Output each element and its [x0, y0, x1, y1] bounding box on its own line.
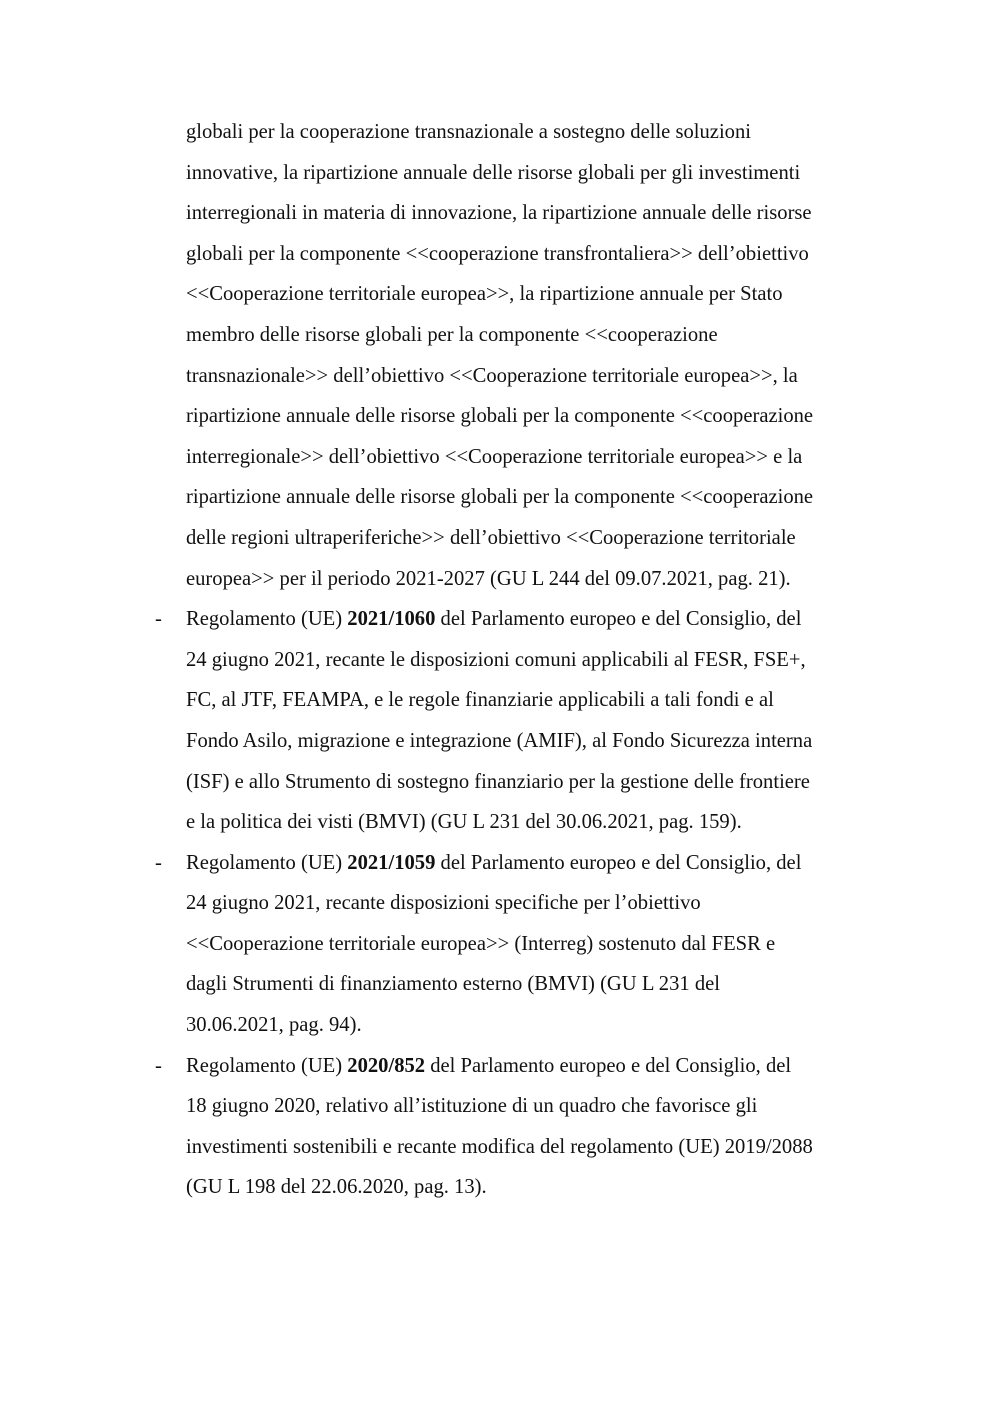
paragraph-line: ripartizione annuale delle risorse globali per la componente <<cooperazione	[186, 405, 814, 428]
list-item-first-line	[155, 599, 926, 640]
list-item-line: FC, al JTF, FEAMPA, e le regole finanziarie applicabili a tali fondi e al	[186, 689, 774, 712]
paragraph-line: innovative, la ripartizione annuale delle risorse globali per gli investimenti	[186, 161, 801, 184]
paragraph-line: ripartizione annuale delle risorse globali per la componente <<cooperazione	[186, 486, 814, 509]
list-item-line: e la politica dei visti (BMVI) (GU L 231 del 30.06.2021, pag. 159).	[186, 811, 742, 834]
list-item	[155, 599, 926, 843]
continuation-paragraph	[186, 112, 926, 599]
list-item-line: (GU L 198 del 22.06.2020, pag. 13).	[186, 1176, 487, 1199]
list-item-first-line	[155, 1046, 926, 1087]
paragraph-line: delle regioni ultraperiferiche>> dell’obiettivo <<Cooperazione territoriale	[186, 526, 796, 549]
regulation-number: 2021/1060	[347, 608, 436, 631]
paragraph-line: europea>> per il periodo 2021-2027 (GU L 244 del 09.07.2021, pag. 21).	[186, 567, 791, 590]
body-text	[155, 112, 926, 1208]
bullet-dash: -	[155, 608, 162, 631]
paragraph-line: interregionale>> dell’obiettivo <<Cooperazione territoriale europea>> e la	[186, 445, 803, 468]
list-item-line: 30.06.2021, pag. 94).	[186, 1014, 362, 1037]
list-item-line: 24 giugno 2021, recante le disposizioni comuni applicabili al FESR, FSE+,	[186, 648, 806, 671]
list-item-line: 18 giugno 2020, relativo all’istituzione di un quadro che favorisce gli	[186, 1095, 758, 1118]
list-item-line: (ISF) e allo Strumento di sostegno finanziario per la gestione delle frontiere	[186, 770, 810, 793]
paragraph-line: globali per la cooperazione transnazionale a sostegno delle soluzioni	[186, 121, 751, 143]
regulation-first-line-rest: del Parlamento europeo e del Consiglio, del	[425, 1054, 792, 1077]
regulation-first-line-rest: del Parlamento europeo e del Consiglio, del	[435, 608, 802, 631]
list-item-line: Fondo Asilo, migrazione e integrazione (AMIF), al Fondo Sicurezza interna	[186, 729, 813, 752]
list-item-line: <<Cooperazione territoriale europea>> (Interreg) sostenuto dal FESR e	[186, 932, 776, 955]
list-item-first-line	[155, 843, 926, 884]
paragraph-line: membro delle risorse globali per la componente <<cooperazione	[186, 323, 718, 346]
paragraph-line: <<Cooperazione territoriale europea>>, la ripartizione annuale per Stato	[186, 283, 783, 306]
list-item	[155, 1046, 926, 1208]
regulation-prefix: Regolamento (UE)	[186, 1054, 348, 1077]
regulation-number: 2020/852	[347, 1054, 426, 1077]
paragraph-line: globali per la componente <<cooperazione transfrontaliera>> dell’obiettivo	[186, 242, 809, 265]
list-item-line: investimenti sostenibili e recante modifica del regolamento (UE) 2019/2088	[186, 1135, 813, 1158]
regulation-prefix: Regolamento (UE)	[186, 608, 348, 631]
regulation-first-line-rest: del Parlamento europeo e del Consiglio, del	[435, 851, 802, 874]
paragraph-line: transnazionale>> dell’obiettivo <<Cooperazione territoriale europea>>, la	[186, 364, 798, 387]
bullet-dash: -	[155, 851, 162, 874]
list-item-line: dagli Strumenti di finanziamento esterno (BMVI) (GU L 231 del	[186, 973, 720, 996]
regulation-number: 2021/1059	[347, 851, 436, 874]
list-item	[155, 843, 926, 1046]
regulation-prefix: Regolamento (UE)	[186, 851, 348, 874]
list-item-line: 24 giugno 2021, recante disposizioni specifiche per l’obiettivo	[186, 892, 701, 915]
paragraph-line: interregionali in materia di innovazione, la ripartizione annuale delle risorse	[186, 202, 812, 225]
bullet-dash: -	[155, 1054, 162, 1077]
